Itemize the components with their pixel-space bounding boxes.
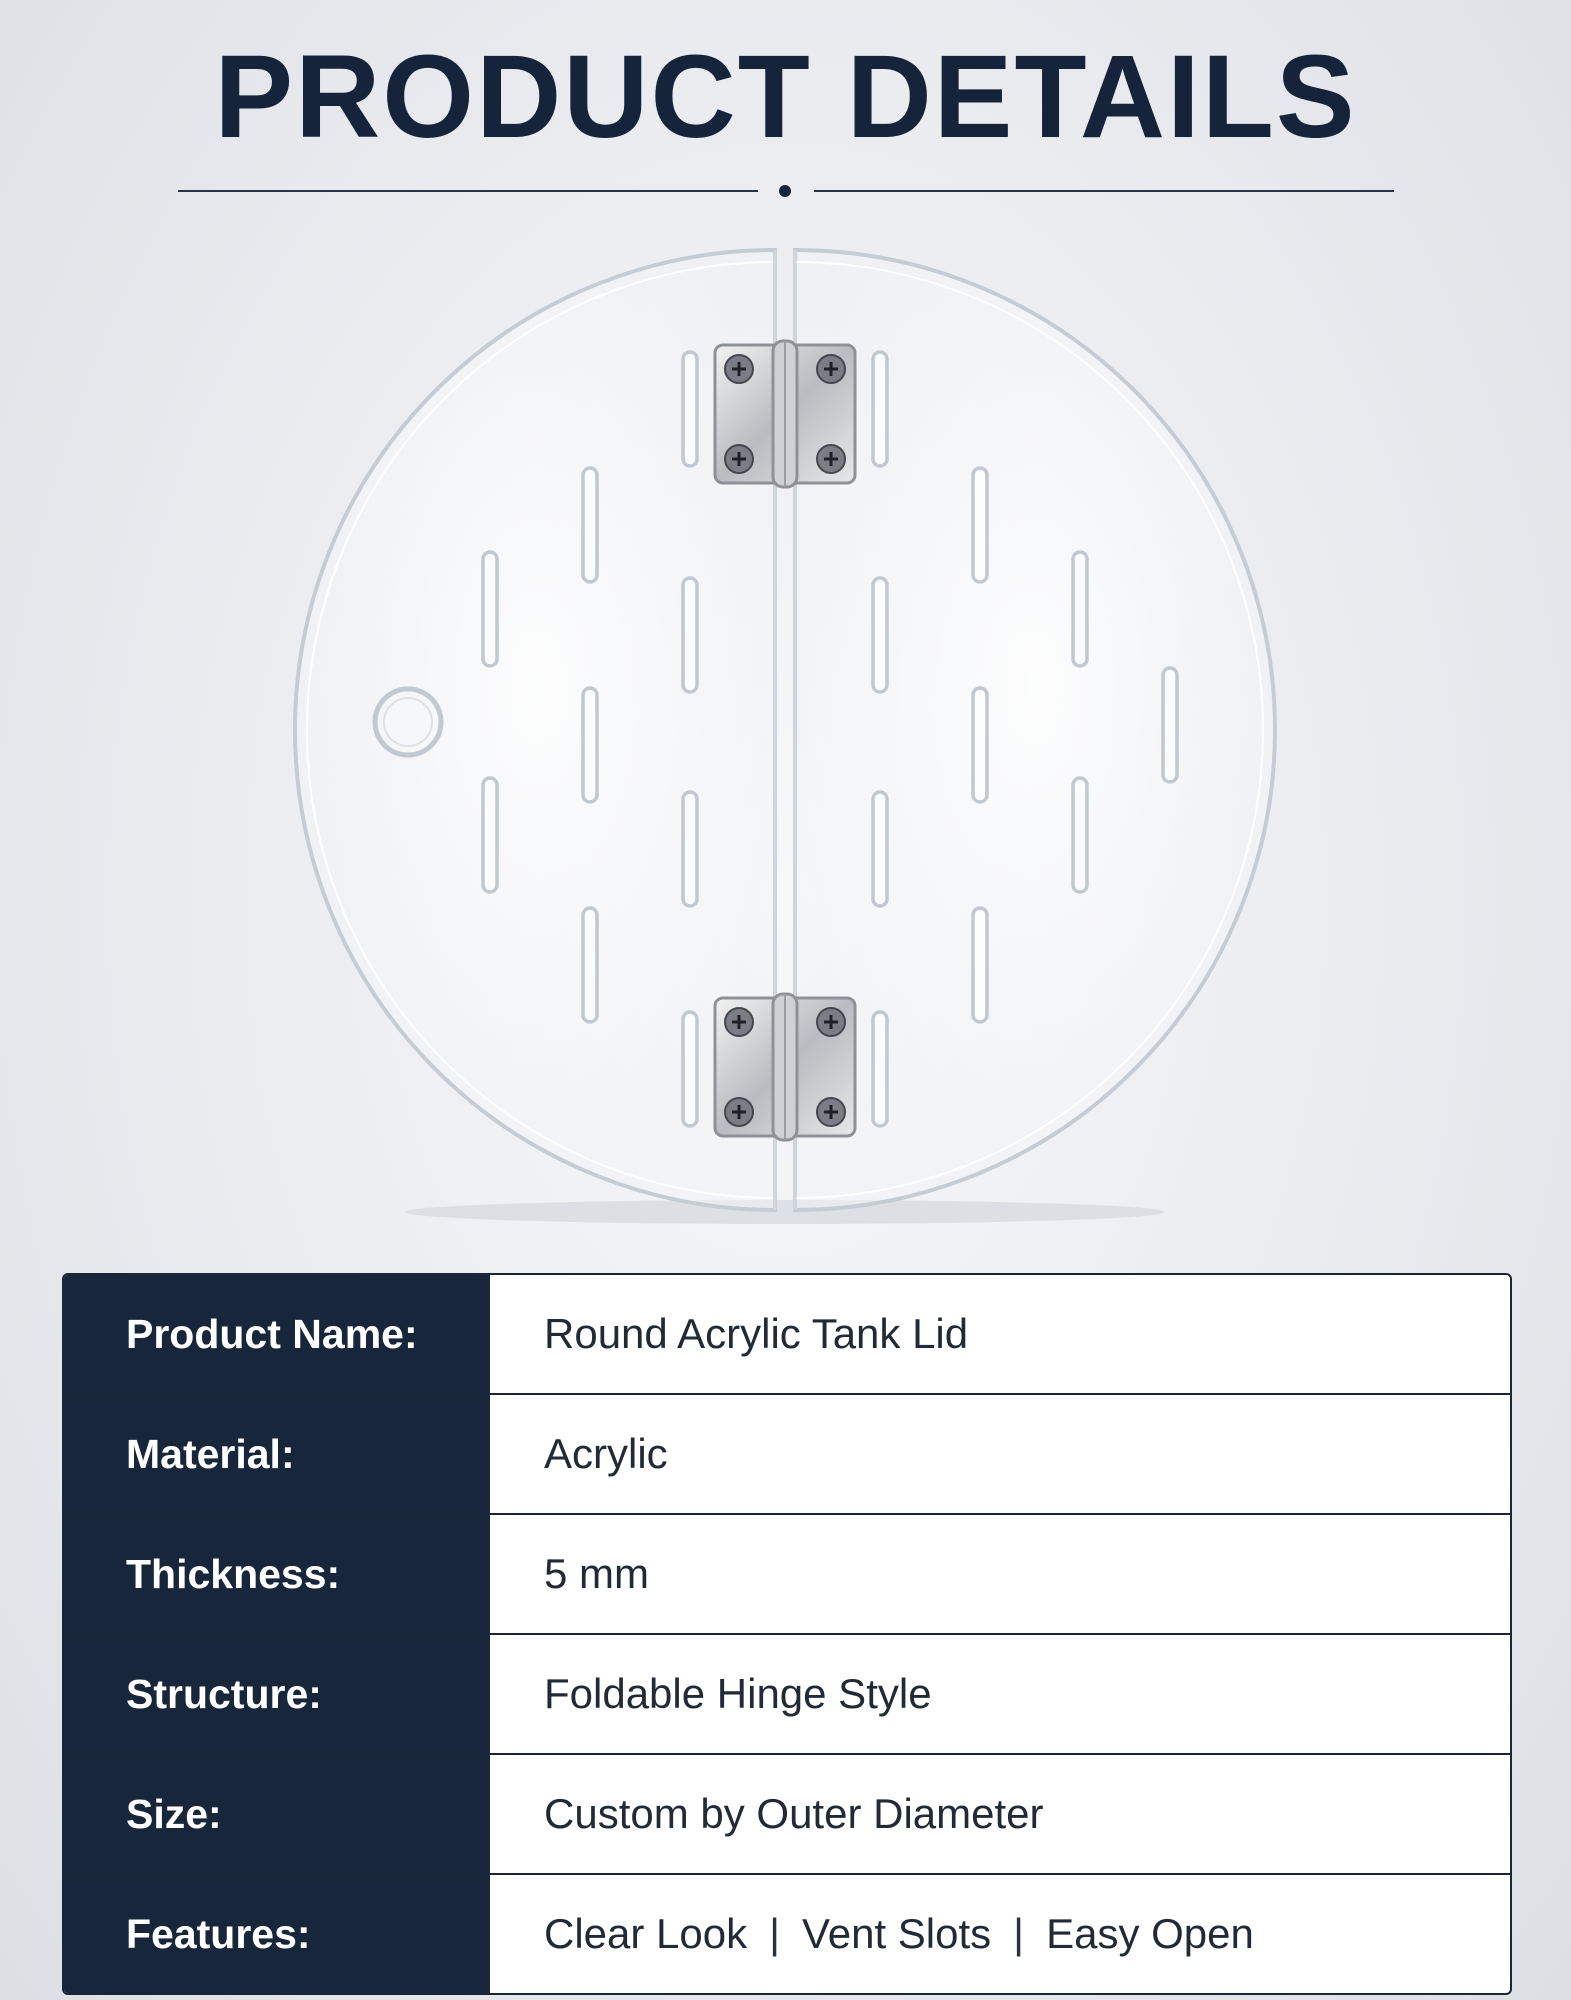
feature-separator: | [769,1910,781,1957]
heading-divider-right [814,190,1394,192]
spec-label: Product Name: [64,1275,488,1393]
lid-left-half [295,250,775,1210]
page-heading: PRODUCT DETAILS [214,31,1357,163]
spec-value: 5 mm [488,1515,1510,1633]
spec-value: Acrylic [488,1395,1510,1513]
spec-label: Structure: [64,1635,488,1753]
round-acrylic-lid-image [290,240,1280,1230]
spec-row-thickness [64,1513,1510,1633]
spec-value: Round Acrylic Tank Lid [488,1275,1510,1393]
spec-label: Material: [64,1395,488,1513]
spec-value: Custom by Outer Diameter [488,1755,1510,1873]
heading-divider-left [178,190,758,192]
feature-separator: | [1013,1910,1025,1957]
spec-label: Thickness: [64,1515,488,1633]
spec-label: Size: [64,1755,488,1873]
feature-item: Clear Look [544,1910,748,1957]
spec-row-features [64,1873,1510,1993]
spec-row-product-name [64,1275,1510,1393]
heading-divider-dot [779,185,791,197]
spec-value-features [488,1875,1510,1993]
spec-value: Foldable Hinge Style [488,1635,1510,1753]
feature-item: Easy Open [1046,1910,1254,1957]
spec-table [62,1273,1512,1995]
hinge-icon [715,341,855,487]
lid-right-half [795,250,1275,1210]
hinge-icon [715,994,855,1140]
spec-row-size [64,1753,1510,1873]
spec-row-material [64,1393,1510,1513]
spec-row-structure [64,1633,1510,1753]
feature-item: Vent Slots [802,1910,992,1957]
spec-label: Features: [64,1875,488,1993]
